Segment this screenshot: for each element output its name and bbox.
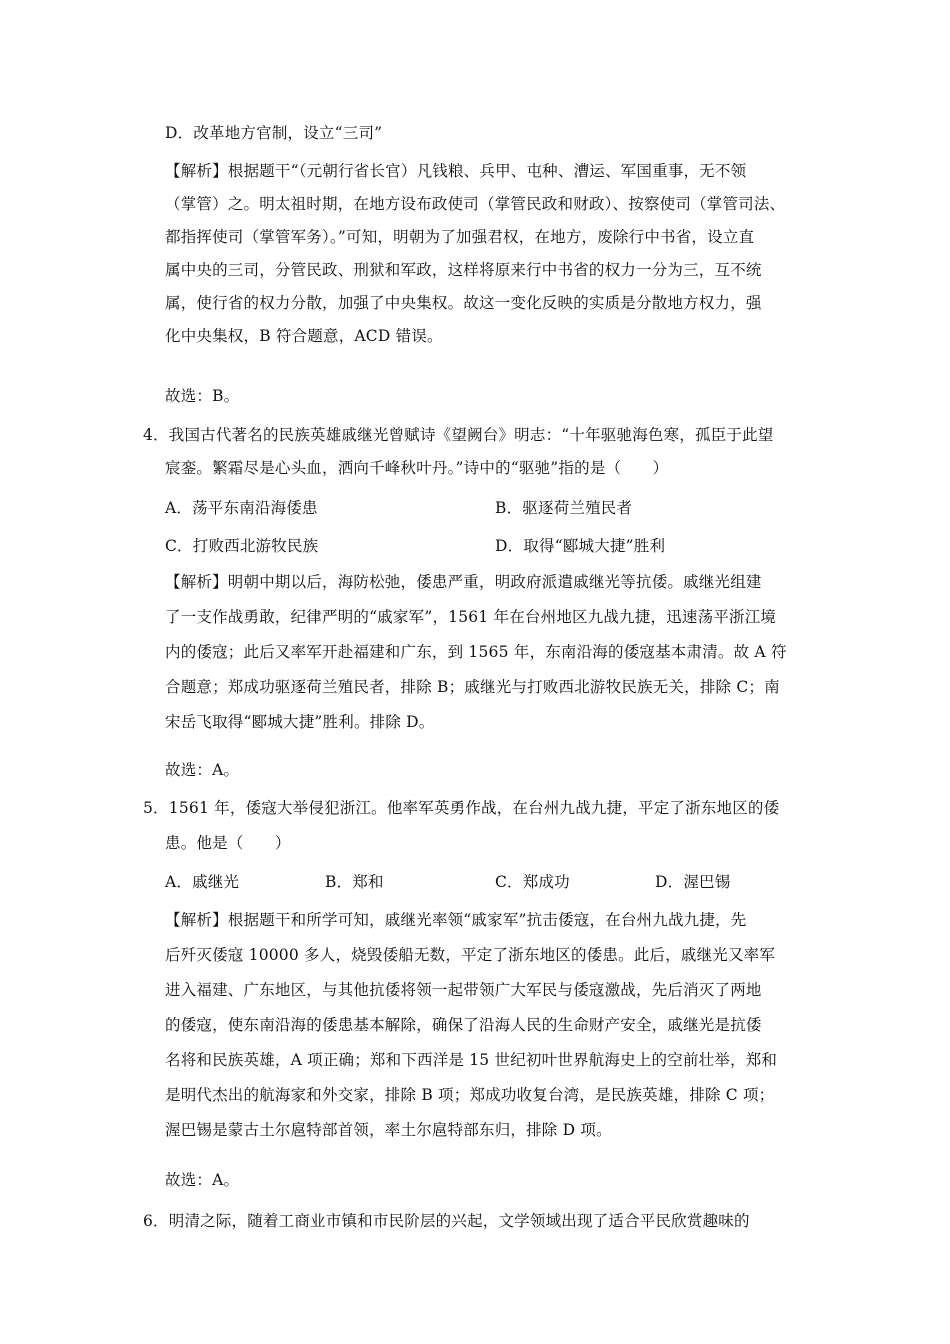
q4-stem-line: 4．我国古代著名的民族英雄戚继光曾赋诗《望阙台》明志：“十年驱驰海色寒，孤臣于此望 xyxy=(143,426,774,444)
q5-analysis-line: 的倭寇，使东南沿海的倭患基本解除，确保了沿海人民的生命财产安全，戚继光是抗倭 xyxy=(165,1016,762,1034)
q3-analysis-line: 属中央的三司，分管民政、刑狱和军政，这样将原来行中书省的权力一分为三，互不统 xyxy=(165,261,762,279)
q5-analysis-line: 是明代杰出的航海家和外交家，排除 B 项；郑成功收复台湾，是民族英雄，排除 C 项； xyxy=(165,1086,775,1104)
q5-option-a: A．戚继光 xyxy=(165,873,240,891)
q4-analysis-line: 了一支作战勇敢，纪律严明的“戚家军”，1561 年在台州地区九战九捷，迅速荡平浙江境 xyxy=(165,608,777,626)
q3-option-d: D．改革地方官制，设立“三司” xyxy=(165,124,383,142)
q5-option-c: C．郑成功 xyxy=(495,873,570,891)
q3-answer: 故选：B。 xyxy=(165,387,240,405)
q4-analysis-line: 宋岳飞取得“郾城大捷”胜利。排除 D。 xyxy=(165,713,435,731)
q4-stem-line: 宸銮。繁霜尽是心头血，洒向千峰秋叶丹。”诗中的“驱驰”指的是（ ） xyxy=(165,459,669,477)
q3-analysis-line: 都指挥使司（掌管军务）。”可知，明朝为了加强君权，在地方，废除行中书省，设立直 xyxy=(165,228,755,246)
q5-analysis-line: 【解析】根据题干和所学可知，戚继光率领“戚家军”抗击倭寇，在台州九战九捷，先 xyxy=(165,911,747,929)
q3-analysis-line: 【解析】根据题干“（元朝行省长官）凡钱粮、兵甲、屯种、漕运、军国重事，无不领 xyxy=(165,162,747,180)
q5-answer: 故选：A。 xyxy=(165,1171,240,1189)
q4-analysis-line: 【解析】明朝中期以后，海防松弛，倭患严重，明政府派遣戚继光等抗倭。戚继光组建 xyxy=(165,573,762,591)
q3-analysis-line: 化中央集权，B 符合题意，ACD 错误。 xyxy=(165,327,443,345)
q4-option-d: D．取得“郾城大捷”胜利 xyxy=(495,537,666,555)
q4-answer: 故选：A。 xyxy=(165,761,240,779)
q6-stem-line: 6．明清之际，随着工商业市镇和市民阶层的兴起，文学领域出现了适合平民欣赏趣味的 xyxy=(143,1212,750,1230)
q4-analysis-line: 内的倭寇；此后又率军开赴福建和广东，到 1565 年，东南沿海的倭寇基本肃清。故 A 符 xyxy=(165,643,787,661)
q4-option-c: C．打败西北游牧民族 xyxy=(165,537,319,555)
q4-analysis-line: 合题意；郑成功驱逐荷兰殖民者，排除 B；戚继光与打败西北游牧民族无关，排除 C；南 xyxy=(165,678,780,696)
q4-option-b: B．驱逐荷兰殖民者 xyxy=(495,499,633,517)
q5-stem-line: 患。他是（ ） xyxy=(165,834,291,852)
q5-analysis-line: 进入福建、广东地区，与其他抗倭将领一起带领广大军民与倭寇激战，先后消灭了两地 xyxy=(165,981,762,999)
q3-analysis-line: 属，使行省的权力分散，加强了中央集权。故这一变化反映的实质是分散地方权力，强 xyxy=(165,294,762,312)
q5-analysis-line: 名将和民族英雄，A 项正确；郑和下西洋是 15 世纪初叶世界航海史上的空前壮举，郑和 xyxy=(165,1051,778,1069)
q5-stem-line: 5．1561 年，倭寇大举侵犯浙江。他率军英勇作战，在台州九战九捷，平定了浙东地区的倭 xyxy=(143,799,780,817)
q5-option-d: D．渥巴锡 xyxy=(655,873,731,891)
q4-option-a: A．荡平东南沿海倭患 xyxy=(165,499,318,517)
q5-analysis-line: 渥巴锡是蒙古土尔扈特部首领，率土尔扈特部东归，排除 D 项。 xyxy=(165,1121,612,1139)
q5-option-b: B．郑和 xyxy=(325,873,384,891)
q5-analysis-line: 后歼灭倭寇 10000 多人，烧毁倭船无数，平定了浙东地区的倭患。此后，戚继光又率军 xyxy=(165,946,776,964)
q3-analysis-line: （掌管）之。明太祖时期，在地方设布政使司（掌管民政和财政）、按察使司（掌管司法、 xyxy=(165,195,786,213)
